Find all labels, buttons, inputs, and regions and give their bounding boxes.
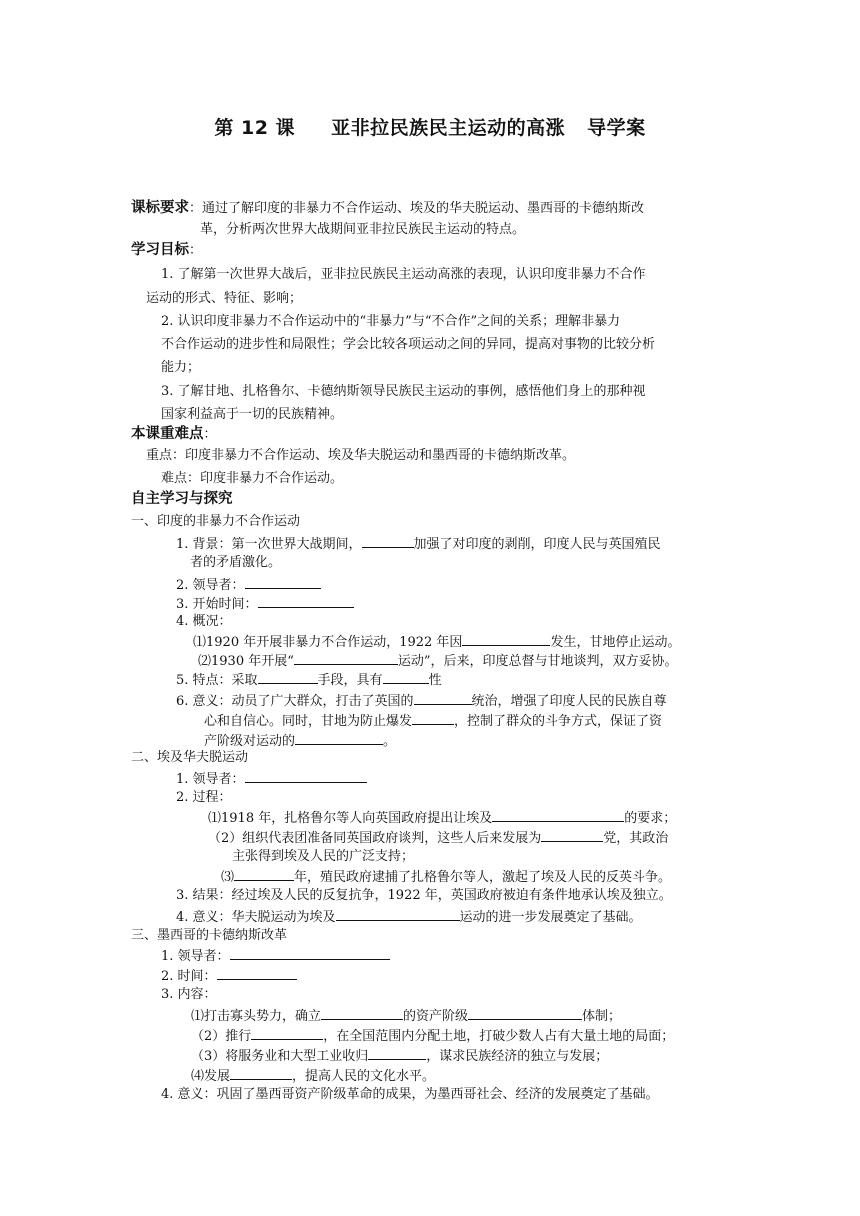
self-study-heading: 自主学习与探究 — [131, 491, 233, 507]
blank-field[interactable] — [462, 632, 550, 646]
s1-significance-line1: 6. 意义：动员了广大群众，打击了英国的 统治，增强了印度人民的民族自尊 — [176, 691, 667, 710]
s2-process-1: ⑴1918 年，扎格鲁尔等人向英国政府提出让埃及 的要求； — [208, 808, 676, 827]
blank-field[interactable] — [230, 946, 390, 960]
page-title — [0, 113, 860, 140]
blank-field[interactable] — [362, 534, 414, 548]
s1-overview-1: ⑴1920 年开展非暴力不合作运动，1922 年因 发生，甘地停止运动。 — [193, 632, 680, 651]
title-suffix: 导学案 — [587, 117, 646, 139]
s2-process-2-line2: 主张得到埃及人民的广泛支持； — [232, 849, 415, 864]
objective-3-line2: 国家利益高于一切的民族精神。 — [161, 407, 344, 422]
section-2-heading: 二、埃及华夫脱运动 — [131, 750, 249, 765]
blank-field[interactable] — [234, 867, 294, 881]
title-lesson: 第 12 课 — [214, 117, 296, 139]
s1-start-time: 3. 开始时间： — [176, 594, 354, 613]
blank-field[interactable] — [368, 1046, 426, 1060]
s2-leader: 1. 领导者： — [176, 769, 367, 788]
s2-result: 3. 结果：经过埃及人民的反复抗争，1922 年，英国政府被迫有条件地承认埃及独立。 — [176, 888, 672, 903]
s1-features: 5. 特点：采取 手段，具有 性 — [176, 670, 442, 689]
blank-field[interactable] — [468, 1006, 582, 1020]
learning-objectives-heading: 学习目标： — [131, 242, 203, 258]
blank-field[interactable] — [230, 1066, 292, 1080]
objective-2-line2: 不合作运动的进步性和局限性；学会比较各项运动之间的异同，提高对事物的比较分析 — [161, 337, 656, 352]
s3-content-3: （3）将服务业和大型工业收归 ，谋求民族经济的独立与发展； — [191, 1046, 608, 1065]
blank-field[interactable] — [321, 1006, 403, 1020]
blank-field[interactable] — [258, 594, 354, 608]
section-1-heading: 一、印度的非暴力不合作运动 — [131, 514, 301, 529]
s1-significance-line3: 产阶级对运动的 。 — [204, 731, 396, 750]
blank-field[interactable] — [541, 828, 603, 842]
s3-content-4: ⑷发展 ，提高人民的文化水平。 — [191, 1066, 435, 1085]
s3-time: 2. 时间： — [161, 966, 297, 985]
objective-1-line2: 运动的形式、特征、影响； — [146, 291, 303, 306]
key-point: 重点：印度非暴力不合作运动、埃及华夫脱运动和墨西哥的卡德纳斯改革。 — [146, 448, 576, 463]
s3-content-label: 3. 内容： — [161, 987, 217, 1002]
curriculum-requirement-label: 课标要求 — [131, 200, 189, 216]
objective-1-line1: 1. 了解第一次世界大战后，亚非拉民族民主运动高涨的表现，认识印度非暴力不合作 — [161, 267, 646, 282]
blank-field[interactable] — [492, 808, 624, 822]
key-points-heading: 本课重难点： — [131, 426, 217, 442]
curriculum-requirement-line1: 课标要求：通过了解印度的非暴力不合作运动、埃及的华夫脱运动、墨西哥的卡德纳斯改 — [131, 200, 645, 216]
s3-significance: 4. 意义：巩固了墨西哥资产阶级革命的成果，为墨西哥社会、经济的发展奠定了基础。 — [161, 1087, 659, 1102]
curriculum-requirement-line2: 革，分析两次世界大战期间亚非拉民族民主运动的特点。 — [200, 222, 526, 237]
blank-field[interactable] — [412, 711, 454, 725]
blank-field[interactable] — [383, 670, 429, 684]
s1-overview-label: 4. 概况： — [176, 614, 232, 629]
s3-leader: 1. 领导者： — [161, 946, 390, 965]
blank-field[interactable] — [336, 907, 460, 921]
s1-significance-line2: 心和自信心。同时，甘地为防止爆发 ，控制了群众的斗争方式，保证了资 — [204, 711, 662, 730]
s1-leader: 2. 领导者： — [176, 575, 321, 594]
s3-content-2: （2）推行 ，在全国范围内分配土地，打破少数人占有大量土地的局面； — [191, 1026, 674, 1045]
title-topic: 亚非拉民族民主运动的高涨 — [331, 117, 566, 139]
blank-field[interactable] — [258, 670, 318, 684]
blank-field[interactable] — [414, 691, 472, 705]
s1-background-line1: 1. 背景：第一次世界大战期间， 加强了对印度的剥削，印度人民与英国殖民 — [176, 534, 661, 553]
blank-field[interactable] — [217, 966, 297, 980]
blank-field[interactable] — [245, 769, 367, 783]
blank-field[interactable] — [251, 1026, 323, 1040]
s2-process-2-line1: （2）组织代表团准备同英国政府谈判，这些人后来发展为 党，其政治 — [208, 828, 668, 847]
s1-overview-2: ⑵1930 年开展“ 运动”，后来，印度总督与甘地谈判，双方妥协。 — [198, 651, 678, 670]
s2-process-3: ⑶ 年，殖民政府逮捕了扎格鲁尔等人，激起了埃及人民的反英斗争。 — [221, 867, 671, 886]
blank-field[interactable] — [294, 651, 398, 665]
section-3-heading: 三、墨西哥的卡德纳斯改革 — [131, 928, 288, 943]
s2-significance: 4. 意义：华夫脱运动为埃及 运动的进一步发展奠定了基础。 — [176, 907, 642, 926]
objective-2-line3: 能力； — [161, 360, 201, 375]
objective-3-line1: 3. 了解甘地、扎格鲁尔、卡德纳斯领导民族民主运动的事例，感悟他们身上的那种视 — [161, 384, 646, 399]
objective-2-line1: 2. 认识印度非暴力不合作运动中的“非暴力”与“不合作”之间的关系；理解非暴力 — [161, 314, 621, 329]
s2-process-label: 2. 过程： — [176, 790, 232, 805]
s3-content-1: ⑴打击寡头势力，确立 的资产阶级 体制； — [191, 1006, 621, 1025]
blank-field[interactable] — [245, 575, 321, 589]
difficult-point: 难点：印度非暴力不合作运动。 — [161, 471, 344, 486]
blank-field[interactable] — [295, 731, 383, 745]
s1-background-line2: 者的矛盾激化。 — [190, 555, 282, 570]
